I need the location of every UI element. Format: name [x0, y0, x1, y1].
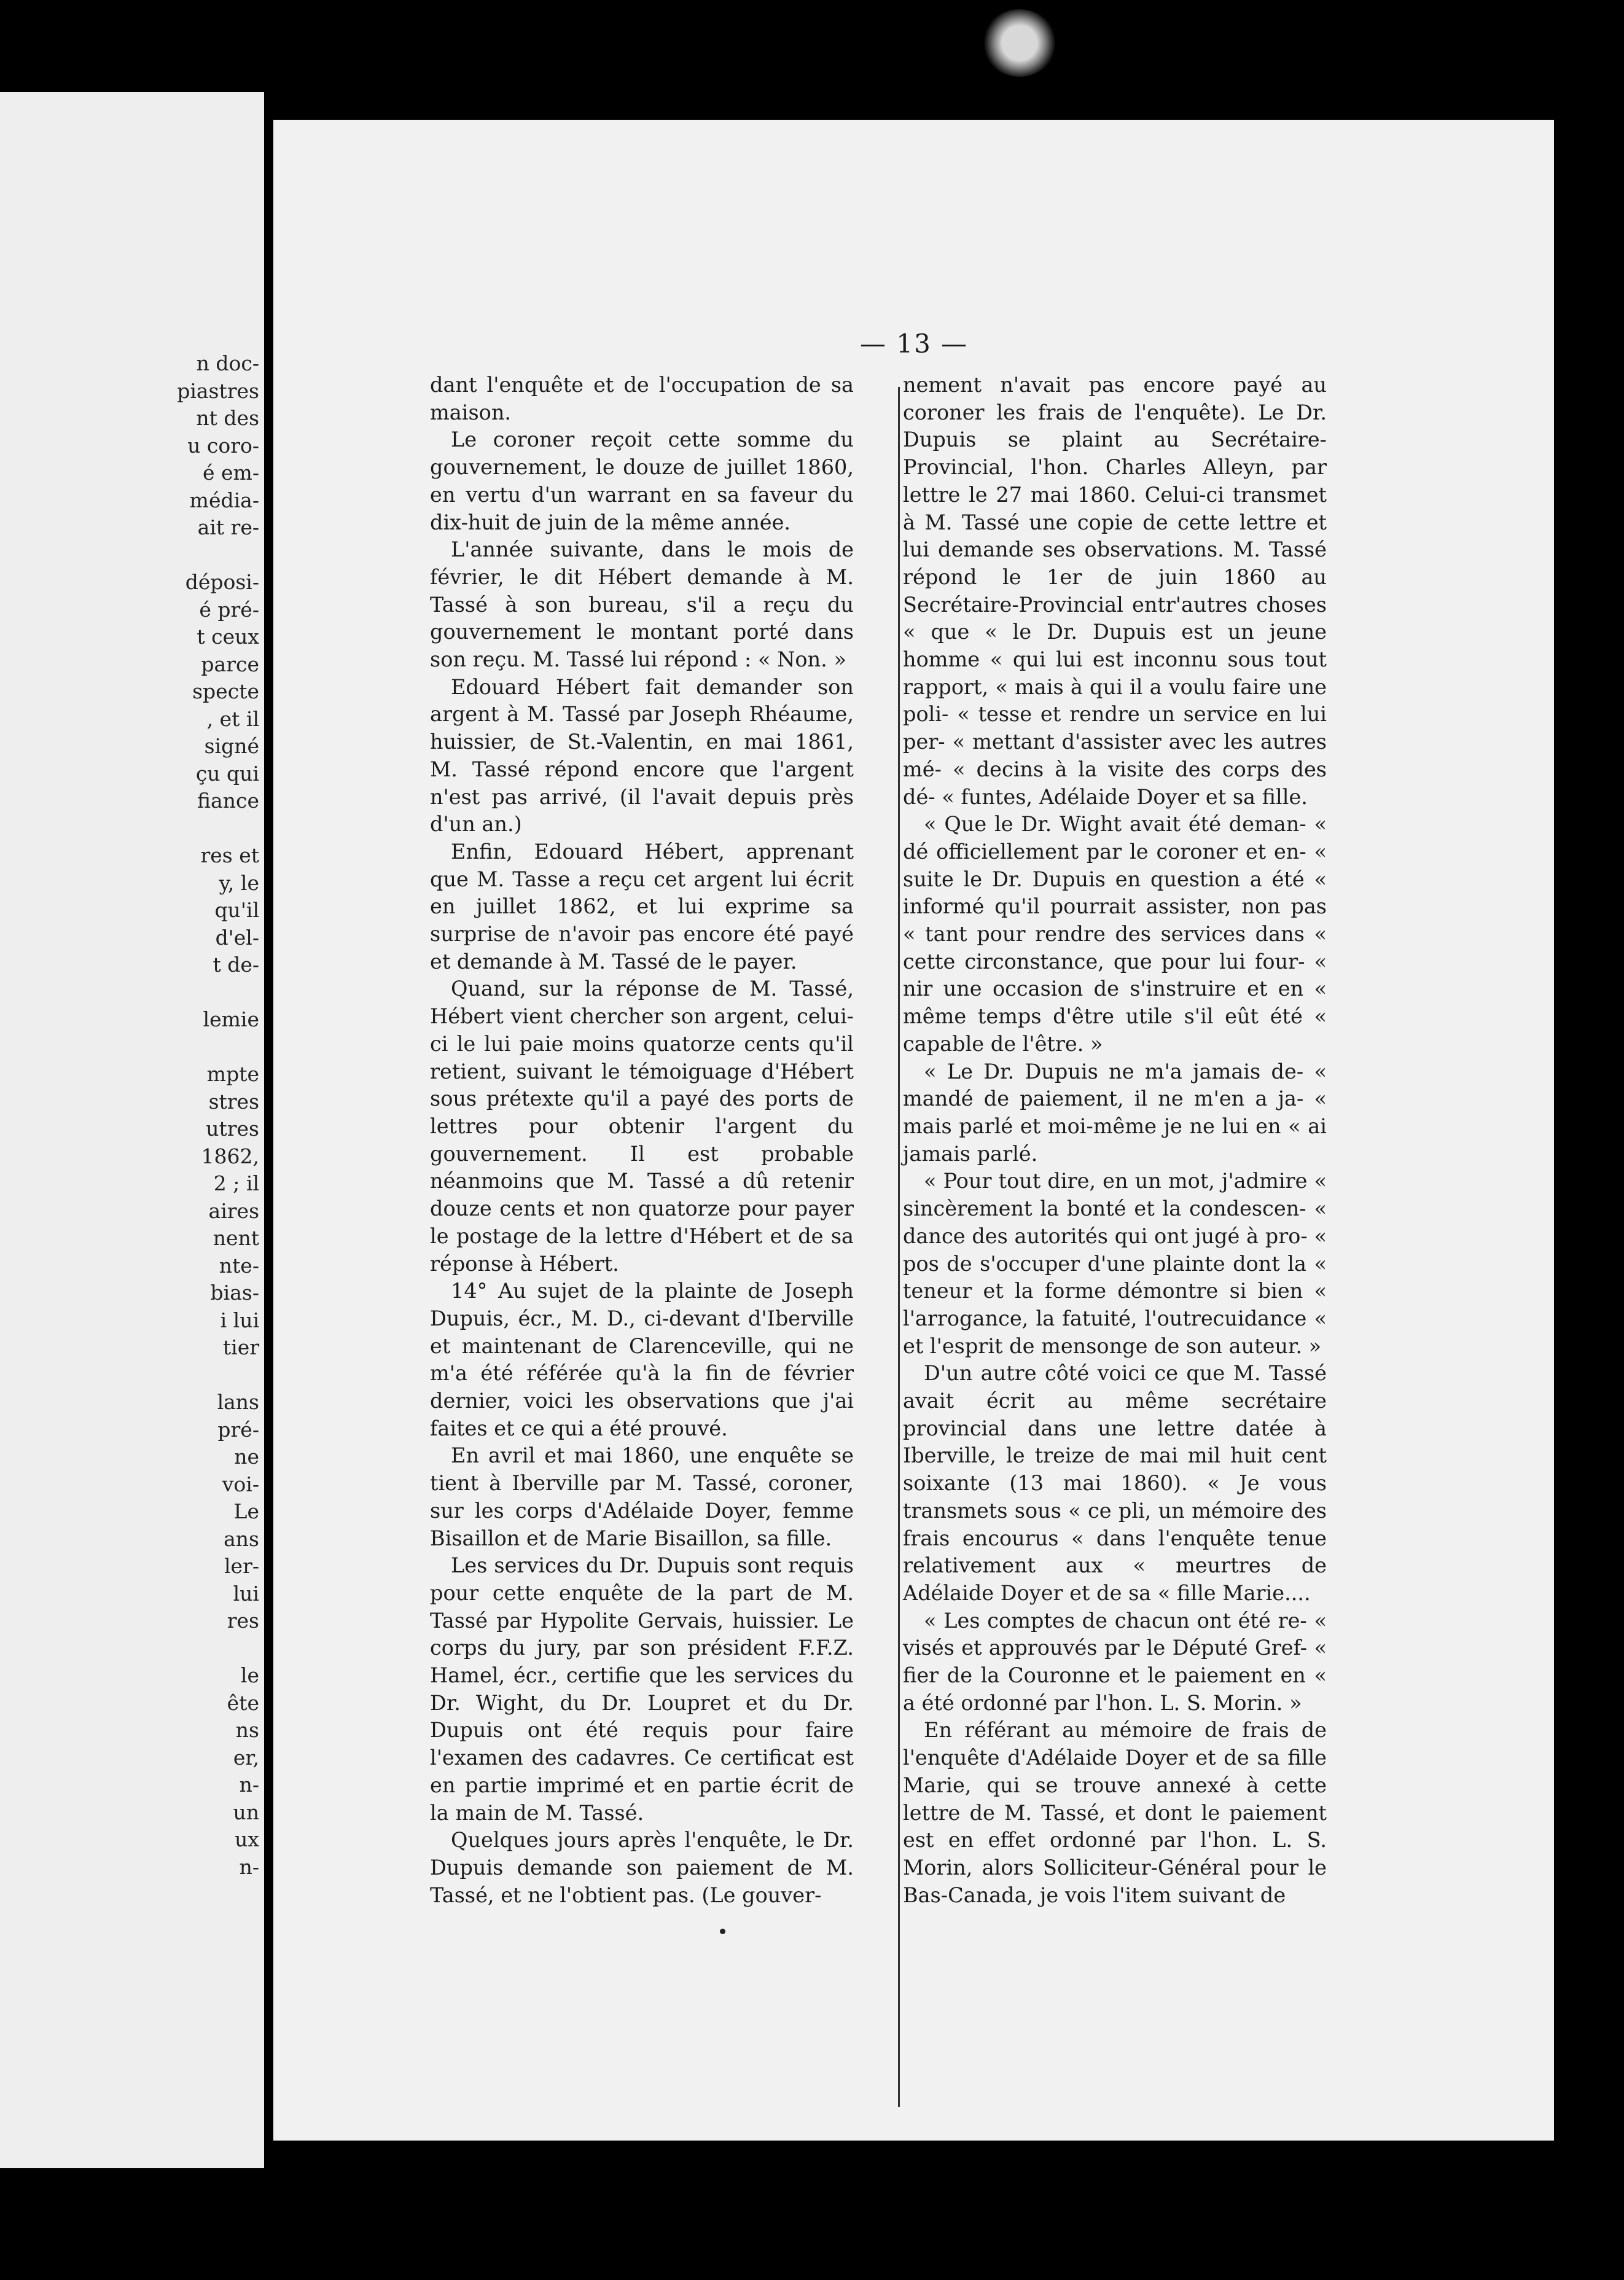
facing-page-line: lans — [217, 1390, 259, 1414]
facing-page-line: specte — [192, 679, 259, 703]
facing-page-line: n- — [239, 1773, 259, 1797]
paragraph: En avril et mai 1860, une enquête se tient à Iberville par M. Tassé, coroner, sur les corps d'Adélaide Doyer, femme Bisaillon et de Marie Bisaillon, sa fille. — [430, 1443, 854, 1550]
facing-page-line: d'el- — [215, 925, 259, 950]
paragraph: Le coroner reçoit cette somme du gouvernement, le douze de juillet 1860, en vertu d'un warrant en sa faveur du dix-huit de juin de la même année. — [430, 428, 854, 534]
column-divider — [898, 387, 900, 2107]
facing-page-line: i lui — [220, 1308, 259, 1332]
facing-page-line: é em- — [203, 461, 259, 485]
facing-page-line: Le — [233, 1499, 259, 1523]
paragraph: Enfin, Edouard Hébert, apprenant que M. Tasse a reçu cet argent lui écrit en juillet 1862, et lui exprime sa surprise de n'avoir pas encore été payé et demande à M. Tassé de le payer. — [430, 839, 854, 974]
facing-page-line: y, le — [219, 870, 259, 895]
paragraph: « Que le Dr. Wight avait été deman- « dé officiellement par le coroner et en- « suite le Dr. Dupuis en question a été « informé qu'il pourrait assister, non pas « tant pour rendre des services dans « cette circonstance, que pour lui four- « nir une occasion de s'instruire et en « même temps d'être utile s'il eût été « capable de l'être. » — [903, 812, 1327, 1056]
facing-page-line: lemie — [203, 1007, 259, 1031]
paragraph: Quand, sur la réponse de M. Tassé, Hébert vient chercher son argent, celui-ci le lui paie moins quatorze cents qu'il retient, suivant le témoiguage d'Hébert sous prétexte qu'il a payé des ports de lettres pour obtenir l'argent du gouvernement. Il est probable néanmoins que M. Tassé a dû retenir douze cents et non quatorze pour payer le postage de la lettre d'Hébert et de sa réponse à Hébert. — [430, 977, 854, 1276]
facing-page-line: qu'il — [214, 898, 259, 922]
facing-page-line: u coro- — [187, 433, 259, 458]
paragraph: Quelques jours après l'enquête, le Dr. Dupuis demande son paiement de M. Tassé, et ne l'obtient pas. (Le gouver- — [430, 1828, 854, 1907]
scan-smudge — [983, 9, 1056, 77]
facing-page-line: stres — [208, 1089, 259, 1114]
paragraph: dant l'enquête et de l'occupation de sa maison. — [430, 373, 854, 424]
facing-page-line: lui — [233, 1581, 259, 1606]
facing-page-text — [167, 350, 259, 1881]
facing-page-line — [167, 542, 259, 569]
facing-page-line: ux — [235, 1827, 259, 1851]
facing-page-line: t de- — [213, 953, 259, 977]
facing-page-line — [167, 1362, 259, 1389]
facing-page-line: ait re- — [197, 515, 259, 539]
text-column-left — [430, 372, 854, 1909]
facing-page-line: mpte — [206, 1062, 259, 1086]
paragraph: Edouard Hébert fait demander son argent à M. Tassé par Joseph Rhéaume, huissier, de St.-Valentin, en mai 1861, M. Tassé répond encore que l'argent n'est pas arrivé, (il l'avait depuis près d'un an.) — [430, 674, 854, 837]
facing-page-line: nt des — [196, 406, 259, 430]
scan-background-edge — [1554, 184, 1624, 2119]
paragraph: « Les comptes de chacun ont été re- « visés et approuvés par le Député Gref- « fier de la Couronne et le paiement en « a été ordonné par l'hon. L. S. Morin. » — [903, 1608, 1327, 1715]
facing-page-line: voi- — [222, 1472, 259, 1496]
facing-page-line: ête — [227, 1690, 259, 1715]
paragraph: 14° Au sujet de la plainte de Joseph Dupuis, écr., M. D., ci-devant d'Iberville et maintenant de Clarenceville, qui ne m'a été référée qu'à la fin de février dernier, voici les observations que j'ai faites et ce qui a été prouvé. — [430, 1279, 854, 1440]
facing-page-line: le — [240, 1663, 259, 1687]
facing-page-line: nte- — [219, 1253, 259, 1278]
facing-page-line: res et — [200, 843, 259, 867]
facing-page-line: média- — [189, 488, 259, 512]
facing-page-line: piastres — [177, 378, 259, 403]
paragraph: nement n'avait pas encore payé au coroner les frais de l'enquête). Le Dr. Dupuis se plaint au Secrétaire-Provincial, l'hon. Charles Alleyn, par lettre le 27 mai 1860. Celui-ci transmet à M. Tassé une copie de cette lettre et lui demande ses observations. M. Tassé répond le 1er de juin 1860 au Secrétaire-Provincial entr'autres choses « que « le Dr. Dupuis est un jeune homme « qui lui est inconnu sous tout rapport, « mais à qui il a voulu faire une poli- « tesse et rendre un service en lui per- « mettant d'assister avec les autres mé- « decins à la visite des corps des dé- « funtes, Adélaide Doyer et sa fille. — [903, 373, 1327, 809]
text-column-right — [903, 372, 1327, 1909]
paragraph: « Le Dr. Dupuis ne m'a jamais de- « mandé de paiement, il ne m'en a ja- « mais parlé et moi-même je ne lui en « ai jamais parlé. — [903, 1059, 1327, 1166]
facing-page-line — [167, 815, 259, 843]
paragraph: En référant au mémoire de frais de l'enquête d'Adélaide Doyer et de sa fille Marie, qui se trouve annexé à cette lettre de M. Tassé, et dont le paiement est en effet ordonné par l'hon. L. S. Morin, alors Solliciteur-Général pour le Bas-Canada, je vois l'item suivant de — [903, 1718, 1327, 1907]
facing-page-line: t ceux — [197, 625, 259, 649]
facing-page-line: çu qui — [195, 761, 259, 786]
facing-page-line: ns — [235, 1718, 259, 1742]
facing-page-line: n doc- — [196, 351, 259, 375]
facing-page-line: res — [227, 1609, 259, 1633]
facing-page-line: pré- — [217, 1417, 259, 1442]
facing-page-line: 1862, — [201, 1144, 259, 1168]
page-number: — 13 — — [860, 329, 969, 359]
paragraph: L'année suivante, dans le mois de février, le dit Hébert demande à M. Tassé à son bureau, s'il a reçu du gouvernement le montant porté dans son reçu. M. Tassé lui répond : « Non. » — [430, 537, 854, 672]
facing-page-line: ler- — [224, 1554, 259, 1578]
facing-page-line: signé — [204, 734, 259, 758]
facing-page-line: bias- — [210, 1281, 259, 1305]
ink-speck — [720, 1929, 725, 1934]
facing-page-line: aires — [208, 1198, 259, 1223]
facing-page-line: tier — [222, 1335, 259, 1359]
paragraph: D'un autre côté voici ce que M. Tassé avait écrit au même secrétaire provincial dans une lettre datée à Iberville, le treize de mai mil huit cent soixante (13 mai 1860). « Je vous transmets sous « ce pli, un mémoire des frais encourus « dans l'enquête tenue relativement aux « meurtres de Adélaide Doyer et de sa « fille Marie.... — [903, 1361, 1327, 1605]
facing-page-line: un — [233, 1800, 259, 1824]
paragraph: « Pour tout dire, en un mot, j'admire « sincèrement la bonté et la condescen- « dance des autorités qui ont jugé à pro- « pos de s'occuper d'une plainte dont la « teneur et la forme démontre si bien « l'arrogance, la fatuité, l'outrecuidance « et l'esprit de mensonge de son auteur. » — [903, 1169, 1327, 1358]
facing-page-line: ans — [224, 1526, 259, 1551]
paragraph: Les services du Dr. Dupuis sont requis pour cette enquête de la part de M. Tassé par Hypolite Gervais, huissier. Le corps du jury, par son président F.F.Z. Hamel, écr., certifie que les services du Dr. Wight, du Dr. Loupret et du Dr. Dupuis ont été requis pour faire l'examen des cadavres. Ce certificat est en partie imprimé et en partie écrit de la main de M. Tassé. — [430, 1553, 854, 1825]
facing-page-line: ne — [234, 1445, 259, 1469]
facing-page-line — [167, 1635, 259, 1663]
facing-page-line: , et il — [206, 706, 259, 731]
facing-page-line — [167, 1034, 259, 1061]
facing-page-line: n- — [239, 1854, 259, 1879]
facing-page-fragment — [0, 92, 264, 2168]
facing-page-line — [167, 979, 259, 1007]
facing-page-line: é pré- — [199, 597, 259, 622]
facing-page-line: er, — [233, 1745, 259, 1770]
facing-page-line: 2 ; il — [213, 1171, 259, 1195]
facing-page-line: utres — [206, 1117, 259, 1141]
facing-page-line: nent — [213, 1226, 259, 1250]
facing-page-line: fiance — [197, 789, 259, 813]
facing-page-line: déposi- — [185, 570, 259, 594]
facing-page-line: parce — [201, 652, 259, 676]
